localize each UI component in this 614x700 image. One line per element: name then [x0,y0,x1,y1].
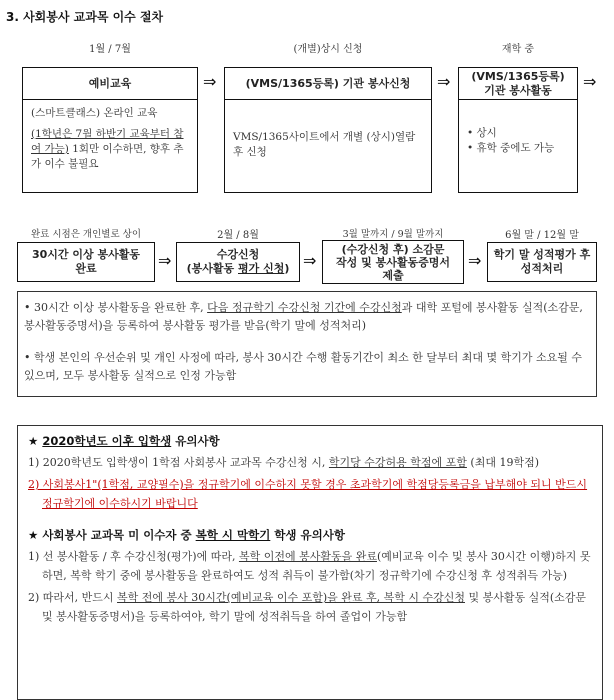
step-institution-application [224,67,432,193]
section-title: 3. 사회봉사 교과목 이수 절차 [6,10,164,24]
step3-body [459,100,577,162]
return-item-2-b: 및 봉사활동 실적(소감문 및 봉사활동증명서)을 등록하여야, 학기 말에 성적취득을 하여 졸업이 가능함 [42,591,587,623]
notice-heading-return-underlined: 복학 시 막학기 [195,528,271,542]
step1-body [23,100,197,184]
step7-line1: 학기 말 성적평가 후 [493,248,591,261]
step1-line1: (스마트클래스) 온라인 교육 [31,107,158,119]
step-grade-processing [487,242,597,282]
notice-return-item-1 [28,547,594,585]
arrow-3: ⇒ [583,72,597,91]
timeline-step4: 완료 시점은 개인별로 상이 [30,229,141,240]
step6-line1: (수강신청 후) 소감문 [341,242,445,256]
return-item-1-a: 1) 선 봉사활동 / 후 수강신청(평가)에 따라, [28,550,239,563]
step2-body: VMS/1365사이트에서 개별 (상시)열람 후 신청 [233,131,416,158]
step1-note: (1학년은 7월 하반기 교육부터 참여 가능) [31,128,184,155]
step4-line2: 완료 [75,262,97,275]
summary-p1-a: • 30시간 이상 봉사활동을 완료한 후, [24,301,208,314]
step5-line2 [187,262,290,276]
notice-heading-return-a: ★ 사회봉사 교과목 미 이수자 중 [28,528,196,542]
notice-heading-2020-underlined: 2020학년도 이후 입학생 [42,434,172,448]
step2-header: (VMS/1365등록) 기관 봉사신청 [225,68,431,100]
notice-item-2 [28,475,594,513]
notice-item-1 [28,453,594,472]
timeline-step3: 재학 중 [501,44,535,55]
step6-line2: 작성 및 봉사활동증명서 [336,255,450,269]
arrow-6: ⇒ [468,251,482,270]
timeline-step6: 3월 말까지 / 9월 말까지 [342,229,444,240]
notice-return-item-2 [28,588,594,626]
arrow-5: ⇒ [303,251,317,270]
step-course-registration [176,242,300,282]
step-preliminary-education [22,67,198,193]
step1-header: 예비교육 [23,68,197,100]
timeline-step5: 2월 / 8월 [217,230,259,241]
notice-box [17,425,603,700]
procedure-summary [17,291,597,397]
timeline-step7: 6월 말 / 12월 말 [505,230,579,241]
step1-note-rest: 1회만 이수하면, 향후 추가 이수 불필요 [31,143,184,170]
notice-item-1-a: 1) 2020학년도 입학생이 1학점 사회봉사 교과목 수강신청 시, [28,456,329,469]
notice-heading-2020-rest: 유의사항 [171,434,220,448]
return-item-2-a: 2) 따라서, 반드시 [28,591,118,604]
step-institution-activity [458,67,578,193]
summary-paragraph-1 [24,299,590,335]
summary-p1-underlined: 다음 정규학기 수강신청 기간에 수강신청 [207,301,402,314]
return-item-1-underlined: 복학 이전에 봉사활동을 완료 [238,550,377,563]
step3-item1: • 상시 [467,127,497,139]
star-icon: ★ [28,434,43,448]
step3-item2: • 휴학 중에도 가능 [467,142,555,154]
notice-heading-return-b: 학생 유의사항 [270,528,345,542]
arrow-1: ⇒ [203,72,217,91]
step-submit-documents [322,240,464,284]
step3-header-line2: 기관 봉사활동 [484,83,552,97]
timeline-step1: 1월 / 7월 [89,44,131,55]
summary-paragraph-2: • 학생 본인의 우선순위 및 개인 사정에 따라, 봉사 30시간 수행 활동기간이 최소 한 달부터 최대 몇 학기가 소요될 수 있으며, 모두 봉사활동 실적으로 인정 가능함 [24,351,582,382]
arrow-2: ⇒ [437,72,451,91]
timeline-step2: (개별)상시 신청 [293,44,363,55]
step5-line2-pre: (봉사활동 [186,262,238,275]
step5-line2-post: ) [284,262,290,275]
notice-item-1-underlined: 학기당 수강허용 학점에 포함 [328,456,467,469]
notice-item-2-text: 2) 사회봉사1"(1학점, 교양필수)을 정규학기에 이수하지 못할 경우 초과학기에 학점당등록금을 납부해야 되니 반드시 정규학기에 이수하시기 바랍니다 [28,478,588,510]
step3-header [459,68,577,100]
step7-line2: 성적처리 [520,262,564,275]
notice-heading-2020 [28,432,594,451]
step5-line1: 수강신청 [216,248,260,261]
step-complete-30-hours [17,242,155,282]
notice-heading-return [28,526,594,545]
step4-line1: 30시간 이상 봉사활동 [32,248,140,261]
arrow-4: ⇒ [158,251,172,270]
step5-line2-underlined: 평가 신청 [238,262,285,275]
summary-p1-b: 과 대학 포털에 봉사활동 실적(소감문, 봉사활동증명서)을 등록하여 봉사활동 평가를 받음(학기 말에 성적처리) [24,301,583,332]
step6-line3: 제출 [382,268,404,282]
return-item-1-b: (예비교육 이수 및 봉사 30시간 이행)하지 못하면, 복학 학기 중에 봉사활동을 완료하여도 성적 취득이 불가함(차기 정규학기에 수강신청 후 성적취득 가능) [42,550,591,582]
return-item-2-underlined: 복학 전에 봉사 30시간(예비교육 이수 포함)을 완료 후, 복학 시 수강신청 [117,591,465,604]
step3-header-line1: (VMS/1365등록) [471,69,565,83]
notice-item-1-b: (최대 19학점) [466,456,539,469]
